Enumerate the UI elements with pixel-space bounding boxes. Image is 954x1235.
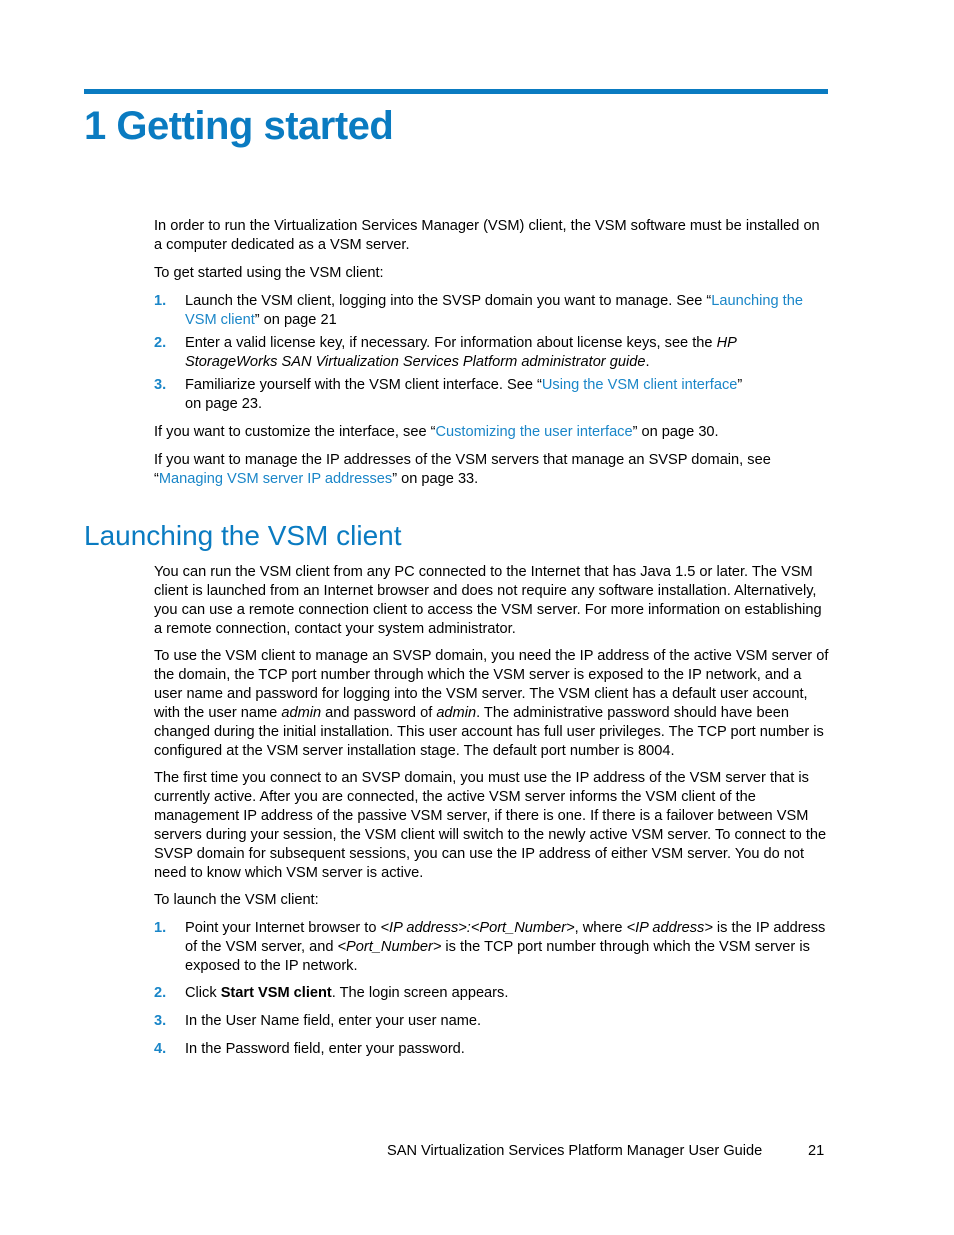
step-text: Enter a valid license key, if necessary. For information about license keys, see the HP StorageWorks SAN Virtualization Services Platform administrator guide. (185, 335, 737, 370)
step-number: 3. (154, 1013, 167, 1029)
step-number: 3. (154, 377, 167, 393)
step-text: Point your Internet browser to <IP address>:<Port_Number>, where <IP address> is the IP address of the VSM server, and <Port_Number> is the TCP port number through which the VSM server is exposed to the IP network. (185, 920, 826, 974)
list-item (154, 334, 830, 372)
list-item (154, 1040, 830, 1059)
ui-term-start-vsm-client: Start VSM client (220, 985, 332, 1001)
step-number: 2. (154, 985, 167, 1001)
chapter-rule (84, 89, 828, 94)
guide-title: HP StorageWorks SAN Virtualization Services Platform administrator guide (185, 335, 737, 370)
section-title: Launching the VSM client (84, 520, 402, 551)
link-managing-vsm-server-ip-addresses[interactable]: Managing VSM server IP addresses (158, 471, 393, 487)
page-number: 21 (808, 1143, 825, 1159)
list-item (154, 984, 830, 1003)
step-text: In the Password field, enter your password. (185, 1041, 465, 1057)
step-text: Familiarize yourself with the VSM client interface. See “Using the VSM client interface” on page 23. (185, 377, 743, 412)
link-customizing-user-interface[interactable]: Customizing the user interface (435, 424, 633, 440)
link-using-vsm-client-interface[interactable]: Using the VSM client interface (541, 377, 738, 393)
step-number: 1. (154, 293, 167, 309)
list-item (154, 292, 830, 330)
list-item (154, 1012, 830, 1031)
section-paragraph: The first time you connect to an SVSP domain, you must use the IP address of the VSM server that is currently active. After you are connected, the active VSM server informs the VSM client of the management IP address of the passive VSM server, if there is one. If there is a failover between VSM servers during your session, the VSM client will switch to the newly active VSM server. To connect to the SVSP domain for subsequent sessions, you can use the IP address of either VSM server. You do not need to know which VSM server is active. (154, 770, 827, 881)
list-item (154, 376, 830, 414)
step-text: Click Start VSM client. The login screen appears. (185, 985, 509, 1001)
footer-document-title: SAN Virtualization Services Platform Manager User Guide (387, 1143, 763, 1159)
customize-paragraph: If you want to customize the interface, see “Customizing the user interface” on page 30. (154, 424, 719, 440)
intro-paragraph: In order to run the Virtualization Services Manager (VSM) client, the VSM software must be installed on a computer dedicated as a VSM server. (154, 218, 820, 253)
section-lead: To launch the VSM client: (154, 892, 319, 908)
step-text: Launch the VSM client, logging into the SVSP domain you want to manage. See “Launching the VSM client” on page 21 (185, 293, 803, 328)
ip-addresses-paragraph: If you want to manage the IP addresses of the VSM servers that manage an SVSP domain, see “Managing VSM server IP addresses” on page 33. (154, 452, 771, 487)
section-paragraph: You can run the VSM client from any PC connected to the Internet that has Java 1.5 or later. The VSM client is launched from an Internet browser and does not require any software installation. Alternatively, you can use a remote connection client to access the VSM server. For more information on establishing a remote connection, contact your system administrator. (154, 564, 822, 637)
list-item (154, 919, 830, 976)
chapter-title: 1 Getting started (84, 104, 394, 148)
link-launching-vsm-client[interactable]: Launching the VSM client (185, 293, 803, 328)
intro-lead: To get started using the VSM client: (154, 265, 384, 281)
step-text: In the User Name field, enter your user name. (185, 1013, 482, 1029)
step-number: 2. (154, 335, 167, 351)
section-paragraph: To use the VSM client to manage an SVSP domain, you need the IP address of the active VSM server of the domain, the TCP port number through which the VSM server is exposed to the IP network, and a user name and password for logging into the VSM server. The VSM client has a default user account, with the user name admin and password of admin. The administrative password should have been changed during the initial installation. This user account has full user privileges. The TCP port number is configured at the VSM server installation stage. The default port number is 8004. (154, 648, 829, 759)
step-number: 1. (154, 920, 167, 936)
step-number: 4. (154, 1041, 167, 1057)
